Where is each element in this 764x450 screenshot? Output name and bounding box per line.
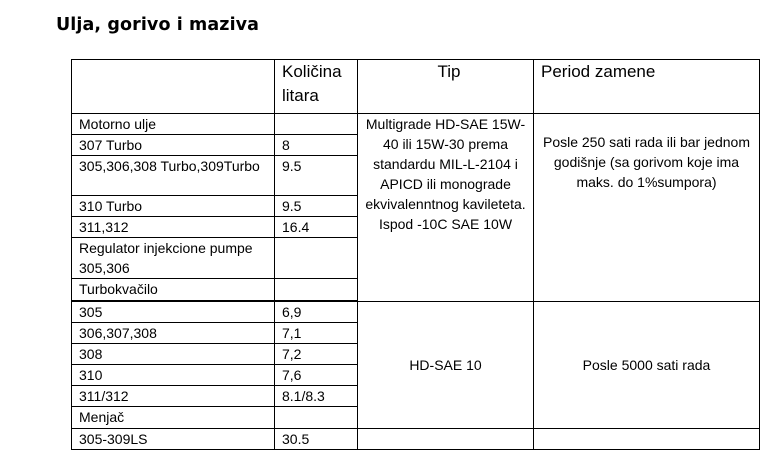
quantity-cell: 30.5 — [275, 429, 358, 450]
quantity-cell — [275, 407, 358, 429]
model-cell: 306,307,308 — [72, 323, 275, 344]
section-row-engine-oil — [72, 114, 760, 135]
section-label: Motorno ulje — [72, 114, 275, 135]
quantity-cell — [275, 279, 358, 301]
quantity-cell — [275, 114, 358, 135]
model-cell: 308 — [72, 344, 275, 365]
quantity-cell: 9.5 — [275, 156, 358, 196]
header-quantity-line1: Količina — [282, 62, 342, 81]
type-cell — [358, 429, 534, 450]
quantity-cell: 8 — [275, 135, 358, 156]
header-name — [72, 60, 275, 114]
quantity-cell: 7,2 — [275, 344, 358, 365]
section-label: Menjač — [72, 407, 275, 429]
model-cell: Regulator injekcione pumpe 305,306 — [72, 238, 275, 279]
quantity-cell — [275, 238, 358, 279]
header-quantity-line2: litara — [282, 86, 319, 105]
model-cell: 307 Turbo — [72, 135, 275, 156]
header-period: Period zamene — [534, 60, 760, 114]
model-cell: 305 — [72, 302, 275, 323]
header-quantity — [275, 60, 358, 114]
model-cell: 311,312 — [72, 217, 275, 238]
lubricants-table — [71, 59, 760, 450]
quantity-cell: 7,6 — [275, 365, 358, 386]
model-cell: 305,306,308 Turbo,309Turbo — [72, 156, 275, 196]
turbo-clutch-type: HD-SAE 10 — [358, 302, 534, 429]
model-cell: 311/312 — [72, 386, 275, 407]
quantity-cell: 9.5 — [275, 196, 358, 217]
turbo-clutch-period: Posle 5000 sati rada — [534, 302, 760, 429]
model-cell: 310 — [72, 365, 275, 386]
section-label: Turbokvačilo — [72, 279, 275, 301]
quantity-cell: 8.1/8.3 — [275, 386, 358, 407]
header-type: Tip — [358, 60, 534, 114]
page-title: Ulja, gorivo i maziva — [56, 15, 260, 35]
engine-oil-period: Posle 250 sati rada ili bar jednom godišnje (sa gorivom koje ima maks. do 1%sumpora) — [534, 114, 760, 302]
model-cell: 305-309LS — [72, 429, 275, 450]
table-row — [72, 302, 760, 323]
quantity-cell: 7,1 — [275, 323, 358, 344]
quantity-cell: 16.4 — [275, 217, 358, 238]
engine-oil-type: Multigrade HD-SAE 15W-40 ili 15W-30 prema standardu MIL-L-2104 i APICD ili monograde ekvivalenntnog kavileteta. Ispod -10C SAE 10W — [358, 114, 534, 302]
table-header-row — [72, 60, 760, 114]
model-cell: 310 Turbo — [72, 196, 275, 217]
period-cell — [534, 429, 760, 450]
quantity-cell: 6,9 — [275, 302, 358, 323]
table-row — [72, 429, 760, 450]
